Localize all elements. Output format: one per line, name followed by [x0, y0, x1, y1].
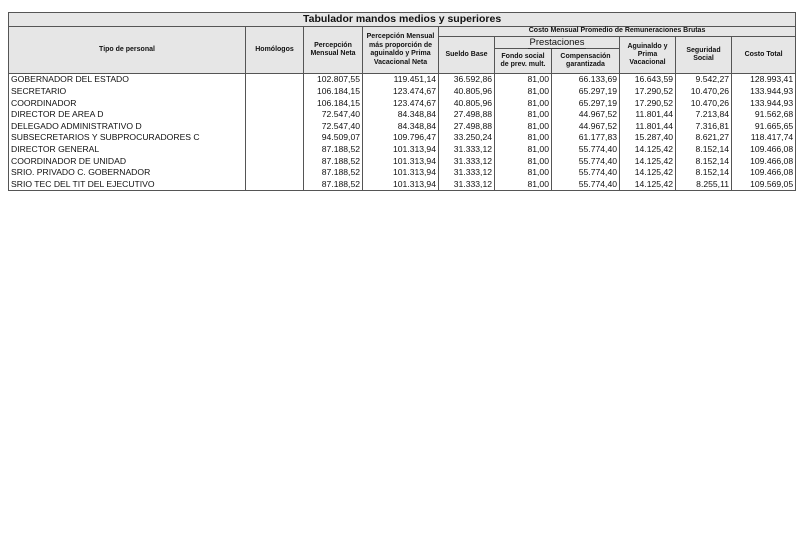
- cell-sueldo-base: 31.333,12: [439, 156, 495, 168]
- table-row: [9, 98, 796, 110]
- cell-seguridad-social: 8.255,11: [676, 179, 732, 191]
- salary-table: [8, 12, 796, 191]
- cell-homologos: [246, 132, 304, 144]
- cell-sueldo-base: 31.333,12: [439, 179, 495, 191]
- cell-homologos: [246, 109, 304, 121]
- cell-tipo-personal: GOBERNADOR DEL ESTADO: [9, 74, 246, 86]
- cell-sueldo-base: 27.498,88: [439, 121, 495, 133]
- table-row: [9, 86, 796, 98]
- col-homologos: Homólogos: [246, 27, 304, 74]
- cell-compensacion: 55.774,40: [552, 167, 620, 179]
- cell-seguridad-social: 8.621,27: [676, 132, 732, 144]
- cell-seguridad-social: 8.152,14: [676, 144, 732, 156]
- col-percepcion-neta: Percepción Mensual Neta: [304, 27, 363, 74]
- group-costo-mensual: Costo Mensual Promedio de Remuneraciones Brutas: [439, 27, 796, 37]
- cell-homologos: [246, 156, 304, 168]
- cell-compensacion: 55.774,40: [552, 156, 620, 168]
- table-row: [9, 121, 796, 133]
- cell-tipo-personal: COORDINADOR DE UNIDAD: [9, 156, 246, 168]
- cell-costo-total: 91.562,68: [732, 109, 796, 121]
- cell-compensacion: 55.774,40: [552, 179, 620, 191]
- cell-seguridad-social: 8.152,14: [676, 167, 732, 179]
- cell-tipo-personal: SECRETARIO: [9, 86, 246, 98]
- cell-costo-total: 128.993,41: [732, 74, 796, 86]
- cell-sueldo-base: 31.333,12: [439, 144, 495, 156]
- cell-tipo-personal: SRIO TEC DEL TIT DEL EJECUTIVO: [9, 179, 246, 191]
- cell-aguinaldo-prima: 16.643,59: [620, 74, 676, 86]
- col-percepcion-proporcion: Percepción Mensual más proporción de aguinaldo y Prima Vacacional Neta: [363, 27, 439, 74]
- cell-fondo-social: 81,00: [495, 121, 552, 133]
- col-aguinaldo-prima: Aguinaldo y Prima Vacacional: [620, 37, 676, 74]
- cell-sueldo-base: 40.805,96: [439, 86, 495, 98]
- table-row: [9, 179, 796, 191]
- cell-percepcion-neta: 106.184,15: [304, 98, 363, 110]
- salary-table-sheet: [8, 12, 795, 191]
- cell-fondo-social: 81,00: [495, 167, 552, 179]
- cell-aguinaldo-prima: 14.125,42: [620, 144, 676, 156]
- cell-tipo-personal: SRIO. PRIVADO C. GOBERNADOR: [9, 167, 246, 179]
- cell-percepcion-proporcion: 101.313,94: [363, 144, 439, 156]
- cell-compensacion: 65.297,19: [552, 86, 620, 98]
- cell-costo-total: 109.466,08: [732, 156, 796, 168]
- cell-sueldo-base: 33.250,24: [439, 132, 495, 144]
- cell-sueldo-base: 36.592,86: [439, 74, 495, 86]
- cell-homologos: [246, 121, 304, 133]
- cell-percepcion-proporcion: 123.474,67: [363, 86, 439, 98]
- cell-costo-total: 91.665,65: [732, 121, 796, 133]
- group-prestaciones: [495, 37, 620, 49]
- cell-fondo-social: 81,00: [495, 86, 552, 98]
- cell-homologos: [246, 167, 304, 179]
- table-row: [9, 109, 796, 121]
- cell-sueldo-base: 27.498,88: [439, 109, 495, 121]
- cell-fondo-social: 81,00: [495, 144, 552, 156]
- cell-aguinaldo-prima: 17.290,52: [620, 86, 676, 98]
- col-fondo-social: Fondo social de prev. mult.: [495, 49, 552, 74]
- cell-tipo-personal: DIRECTOR DE AREA D: [9, 109, 246, 121]
- cell-percepcion-neta: 72.547,40: [304, 121, 363, 133]
- cell-compensacion: 55.774,40: [552, 144, 620, 156]
- table-row: [9, 132, 796, 144]
- cell-seguridad-social: 7.213,84: [676, 109, 732, 121]
- cell-homologos: [246, 144, 304, 156]
- cell-percepcion-neta: 72.547,40: [304, 109, 363, 121]
- cell-percepcion-neta: 106.184,15: [304, 86, 363, 98]
- cell-aguinaldo-prima: 15.287,40: [620, 132, 676, 144]
- cell-sueldo-base: 31.333,12: [439, 167, 495, 179]
- cell-fondo-social: 81,00: [495, 74, 552, 86]
- cell-seguridad-social: 10.470,26: [676, 98, 732, 110]
- cell-compensacion: 44.967,52: [552, 109, 620, 121]
- table-header: [9, 13, 796, 74]
- cell-costo-total: 133.944,93: [732, 86, 796, 98]
- cell-sueldo-base: 40.805,96: [439, 98, 495, 110]
- cell-fondo-social: 81,00: [495, 179, 552, 191]
- cell-aguinaldo-prima: 11.801,44: [620, 109, 676, 121]
- table-body: [9, 74, 796, 191]
- cell-tipo-personal: DIRECTOR GENERAL: [9, 144, 246, 156]
- cell-compensacion: 66.133,69: [552, 74, 620, 86]
- cell-percepcion-proporcion: 109.796,47: [363, 132, 439, 144]
- col-costo-total: Costo Total: [732, 37, 796, 74]
- cell-seguridad-social: 7.316,81: [676, 121, 732, 133]
- cell-percepcion-neta: 94.509,07: [304, 132, 363, 144]
- cell-tipo-personal: SUBSECRETARIOS Y SUBPROCURADORES C: [9, 132, 246, 144]
- cell-aguinaldo-prima: 17.290,52: [620, 98, 676, 110]
- cell-costo-total: 109.466,08: [732, 167, 796, 179]
- col-tipo-personal: Tipo de personal: [9, 27, 246, 74]
- cell-costo-total: 109.569,05: [732, 179, 796, 191]
- cell-percepcion-proporcion: 101.313,94: [363, 167, 439, 179]
- cell-fondo-social: 81,00: [495, 156, 552, 168]
- cell-percepcion-proporcion: 84.348,84: [363, 109, 439, 121]
- table-title: Tabulador mandos medios y superiores: [9, 13, 796, 27]
- table-row: [9, 74, 796, 86]
- col-sueldo-base: Sueldo Base: [439, 37, 495, 74]
- cell-aguinaldo-prima: 14.125,42: [620, 156, 676, 168]
- cell-seguridad-social: 8.152,14: [676, 156, 732, 168]
- col-seguridad-social: Seguridad Social: [676, 37, 732, 74]
- cell-aguinaldo-prima: 14.125,42: [620, 167, 676, 179]
- cell-homologos: [246, 98, 304, 110]
- cell-percepcion-proporcion: 101.313,94: [363, 156, 439, 168]
- cell-percepcion-neta: 87.188,52: [304, 179, 363, 191]
- table-row: [9, 156, 796, 168]
- cell-seguridad-social: 9.542,27: [676, 74, 732, 86]
- cell-percepcion-proporcion: 101.313,94: [363, 179, 439, 191]
- cell-percepcion-neta: 87.188,52: [304, 144, 363, 156]
- cell-aguinaldo-prima: 11.801,44: [620, 121, 676, 133]
- table-row: [9, 144, 796, 156]
- cell-aguinaldo-prima: 14.125,42: [620, 179, 676, 191]
- table-row: [9, 167, 796, 179]
- prestaciones-label: Prestaciones: [529, 37, 585, 48]
- cell-percepcion-proporcion: 84.348,84: [363, 121, 439, 133]
- cell-compensacion: 44.967,52: [552, 121, 620, 133]
- cell-percepcion-neta: 87.188,52: [304, 156, 363, 168]
- cell-fondo-social: 81,00: [495, 132, 552, 144]
- cell-homologos: [246, 179, 304, 191]
- cell-percepcion-neta: 87.188,52: [304, 167, 363, 179]
- cell-homologos: [246, 86, 304, 98]
- cell-percepcion-proporcion: 123.474,67: [363, 98, 439, 110]
- cell-homologos: [246, 74, 304, 86]
- cell-compensacion: 65.297,19: [552, 98, 620, 110]
- cell-costo-total: 133.944,93: [732, 98, 796, 110]
- cell-seguridad-social: 10.470,26: [676, 86, 732, 98]
- cell-fondo-social: 81,00: [495, 98, 552, 110]
- cell-percepcion-proporcion: 119.451,14: [363, 74, 439, 86]
- cell-tipo-personal: DELEGADO ADMINISTRATIVO D: [9, 121, 246, 133]
- cell-costo-total: 109.466,08: [732, 144, 796, 156]
- cell-compensacion: 61.177,83: [552, 132, 620, 144]
- cell-costo-total: 118.417,74: [732, 132, 796, 144]
- cell-percepcion-neta: 102.807,55: [304, 74, 363, 86]
- cell-tipo-personal: COORDINADOR: [9, 98, 246, 110]
- col-compensacion: Compensación garantizada: [552, 49, 620, 74]
- cell-fondo-social: 81,00: [495, 109, 552, 121]
